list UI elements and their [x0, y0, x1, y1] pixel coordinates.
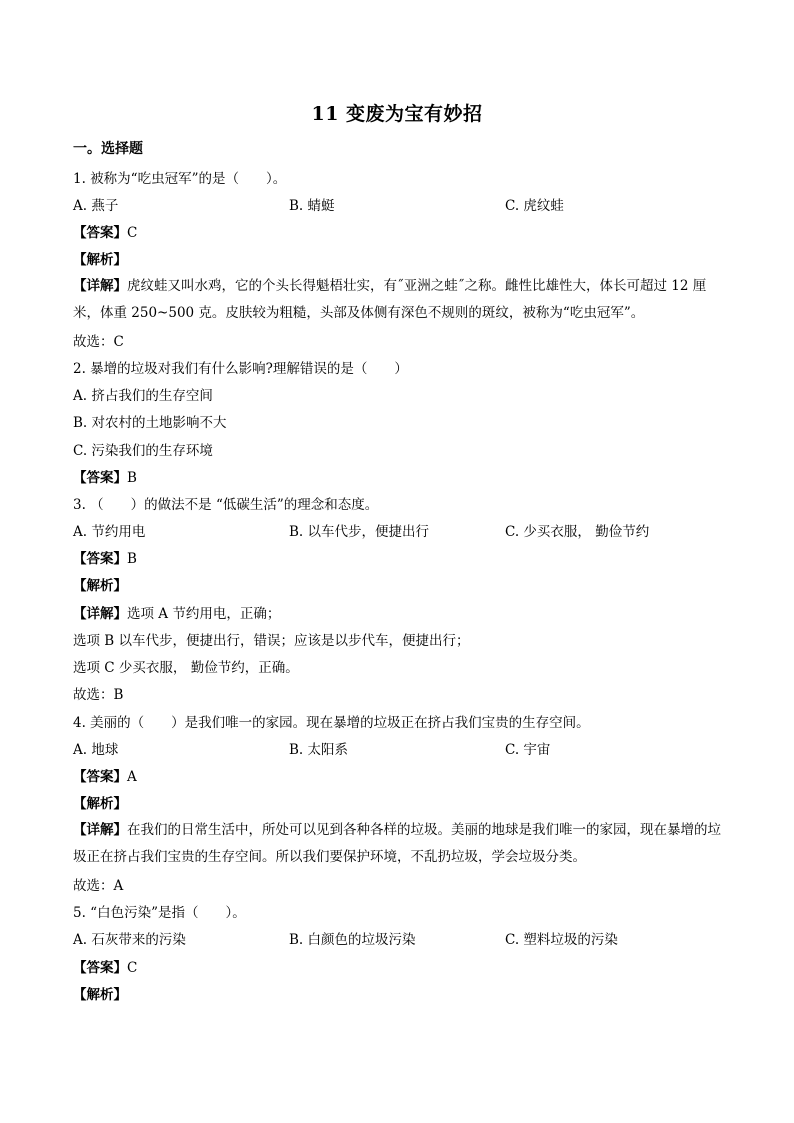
q3-detail-line-2: 选项 B 以车代步，便捷出行，错误；应该是以步代车，便捷出行；: [73, 633, 470, 649]
q4-option-b: B. 太阳系: [289, 742, 349, 758]
q3-option-c: C. 少买衣服， 勤俭节约: [505, 524, 650, 540]
q5-option-c: C. 塑料垃圾的污染: [505, 932, 618, 948]
q4-detail: [73, 817, 723, 871]
q3-option-a: A. 节约用电: [73, 524, 146, 540]
analysis-tag: 【解析】: [73, 252, 127, 268]
answer-value: B: [127, 551, 137, 567]
detail-text: 选项 A 节约用电，正确；: [127, 606, 281, 622]
answer-tag: 【答案】: [73, 960, 127, 976]
q5-option-a: A. 石灰带来的污染: [73, 932, 186, 948]
analysis-tag: 【解析】: [73, 796, 127, 812]
q3-detail-line-3: 选项 C 少买衣服， 勤俭节约，正确。: [73, 660, 299, 676]
q2-option-b: B. 对农村的土地影响不大: [73, 415, 227, 431]
answer-value: B: [127, 470, 137, 486]
q5-answer-line: [73, 959, 137, 977]
q4-option-a: A. 地球: [73, 742, 119, 758]
analysis-tag: 【解析】: [73, 987, 127, 1003]
answer-value: C: [127, 960, 138, 976]
detail-tag: 【详解】: [73, 822, 127, 838]
q4-choose: 故选：A: [73, 878, 124, 894]
q5-stem: 5. “白色污染”是指（ ）。: [73, 905, 246, 921]
q1-detail: [73, 273, 723, 327]
detail-text: 虎纹蛙又叫水鸡，它的个头长得魁梧壮实，有˝亚洲之蛙˝之称。雌性比雄性大，体长可超过 12 厘米，体重 250~500 克。皮肤较为粗糙，头部及体侧有深色不规则的斑纹，被称为“吃虫冠军”。: [73, 278, 707, 321]
q1-option-a: A. 燕子: [73, 198, 119, 214]
q1-analysis-tag: [73, 251, 127, 269]
q2-answer-line: [73, 469, 137, 487]
q3-analysis-tag: [73, 577, 127, 595]
q4-analysis-tag: [73, 795, 127, 813]
q1-option-c: C. 虎纹蛙: [505, 198, 564, 214]
q3-stem: 3. （ ）的做法不是 “低碳生活”的理念和态度。: [73, 497, 379, 513]
analysis-tag: 【解析】: [73, 578, 127, 594]
page-title: 11 变废为宝有妙招: [311, 103, 483, 125]
q3-choose: 故选：B: [73, 687, 124, 703]
q1-answer-line: [73, 224, 137, 242]
answer-tag: 【答案】: [73, 470, 127, 486]
detail-text: 在我们的日常生活中，所处可以见到各种各样的垃圾。美丽的地球是我们唯一的家园，现在暴增的垃圾正在挤占我们宝贵的生存空间。所以我们要保护环境，不乱扔垃圾，学会垃圾分类。: [73, 822, 721, 865]
q5-option-b: B. 白颜色的垃圾污染: [289, 932, 416, 948]
q3-option-b: B. 以车代步，便捷出行: [289, 524, 430, 540]
section-heading: 一。选择题: [73, 141, 143, 157]
answer-value: A: [127, 769, 137, 785]
q4-option-c: C. 宇宙: [505, 742, 551, 758]
q5-analysis-tag: [73, 986, 127, 1004]
q4-answer-line: [73, 768, 137, 786]
q3-detail-line-1: [73, 605, 280, 623]
q2-option-c: C. 污染我们的生存环境: [73, 443, 213, 459]
q2-stem: 2. 暴增的垃圾对我们有什么影响?理解错误的是（ ）: [73, 361, 408, 377]
q1-stem: 1. 被称为“吃虫冠军”的是（ ）。: [73, 171, 287, 187]
q1-option-b: B. 蜻蜓: [289, 198, 335, 214]
q3-answer-line: [73, 550, 137, 568]
answer-tag: 【答案】: [73, 769, 127, 785]
q2-option-a: A. 挤占我们的生存空间: [73, 388, 213, 404]
answer-value: C: [127, 225, 138, 241]
answer-tag: 【答案】: [73, 225, 127, 241]
detail-tag: 【详解】: [73, 278, 127, 294]
detail-tag: 【详解】: [73, 606, 127, 622]
q4-stem: 4. 美丽的（ ）是我们唯一的家园。现在暴增的垃圾正在挤占我们宝贵的生存空间。: [73, 715, 590, 731]
answer-tag: 【答案】: [73, 551, 127, 567]
q1-choose: 故选：C: [73, 334, 124, 350]
